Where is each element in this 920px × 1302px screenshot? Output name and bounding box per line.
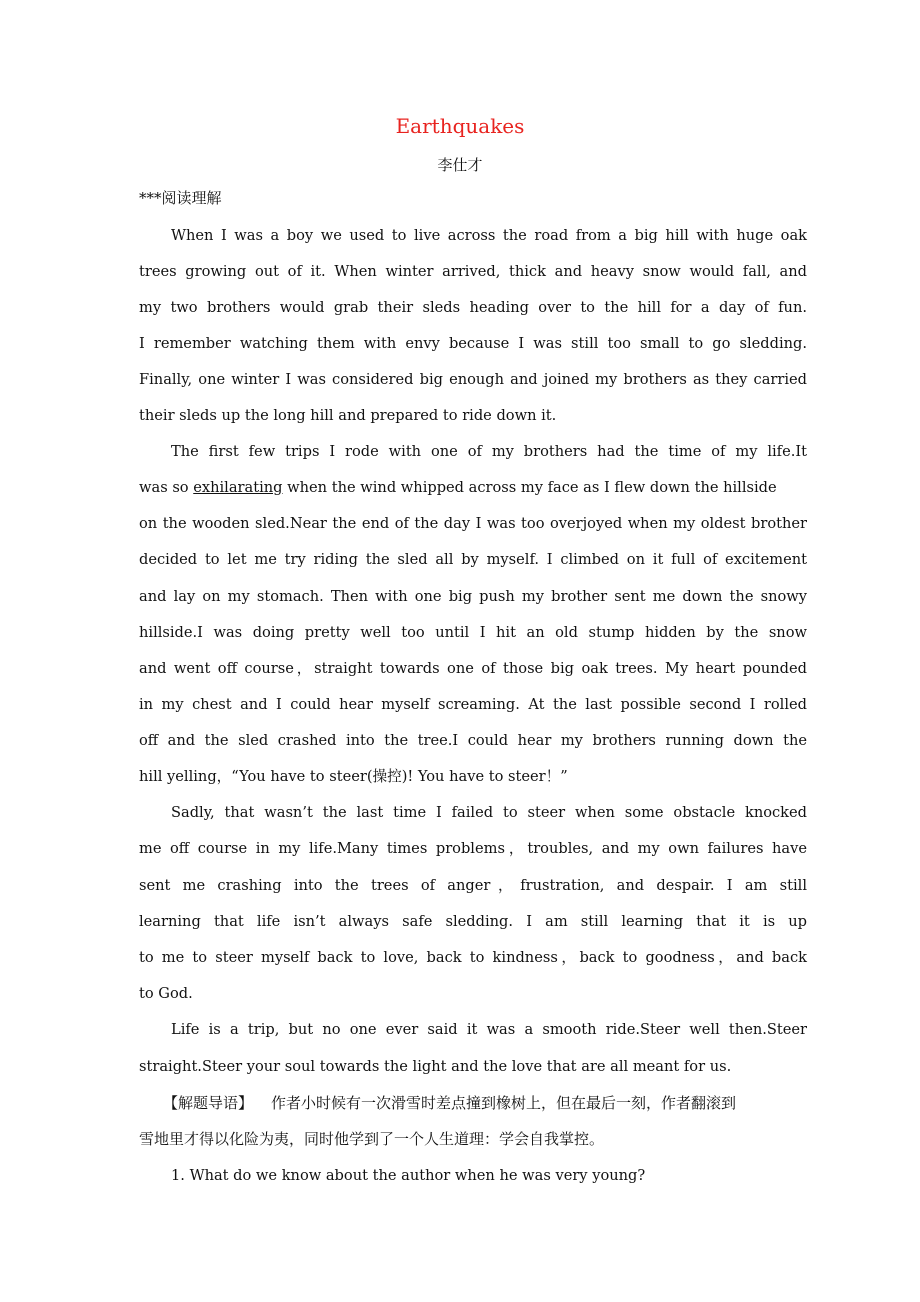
paragraph-line: and went off course，straight towards one of those big oak trees. My heart pounded xyxy=(139,660,807,677)
paragraph-line: trees growing out of it. When winter arrived, thick and heavy snow would fall, and xyxy=(139,263,807,280)
paragraph-line: to God. xyxy=(139,985,193,1002)
paragraph-line: and lay on my stomach. Then with one big push my brother sent me down the snowy xyxy=(139,588,807,605)
paragraph-line: their sleds up the long hill and prepared to ride down it. xyxy=(139,407,557,424)
text-span: when the wind whipped across my face as I flew down the hillside xyxy=(282,479,777,496)
underlined-word: exhilarating xyxy=(193,479,283,496)
paragraph-line: hillside.I was doing pretty well too until I hit an old stump hidden by the snow xyxy=(139,624,807,641)
paragraph-line: on the wooden sled.Near the end of the day I was too overjoyed when my oldest brother xyxy=(139,515,807,532)
paragraph-line: to me to steer myself back to love, back to kindness，back to goodness，and back xyxy=(139,949,807,966)
paragraph-line: sent me crashing into the trees of anger，frustration, and despair. I am still xyxy=(139,877,807,894)
guide-line xyxy=(163,1093,807,1113)
paragraph-line: hill yelling，“You have to steer(操控)! You have to steer！” xyxy=(139,768,568,785)
paragraph-line: off and the sled crashed into the tree.I could hear my brothers running down the xyxy=(139,732,807,749)
document-author: 李仕才 xyxy=(437,156,483,174)
text-span: was so xyxy=(139,479,194,496)
paragraph-line: my two brothers would grab their sleds heading over to the hill for a day of fun. xyxy=(139,299,807,316)
paragraph-line xyxy=(139,478,807,498)
paragraph-line: me off course in my life.Many times problems，troubles, and my own failures have xyxy=(139,840,807,857)
guide-label: 【解题导语】 xyxy=(163,1094,254,1112)
guide-line: 雪地里才得以化险为夷，同时他学到了一个人生道理：学会自我掌控。 xyxy=(139,1130,605,1148)
paragraph-line: straight.Steer your soul towards the light and the love that are all meant for us. xyxy=(139,1058,732,1075)
document-title: Earthquakes xyxy=(395,114,525,138)
paragraph-line: The first few trips I rode with one of my brothers had the time of my life.It xyxy=(171,443,807,460)
section-label: ***阅读理解 xyxy=(139,189,222,207)
paragraph-line: Finally, one winter I was considered big enough and joined my brothers as they carried xyxy=(139,371,807,388)
question-1: 1. What do we know about the author when he was very young? xyxy=(171,1167,646,1184)
paragraph-line: I remember watching them with envy because I was still too small to go sledding. xyxy=(139,335,807,352)
paragraph-line: decided to let me try riding the sled all by myself. I climbed on it full of excitement xyxy=(139,551,807,568)
paragraph-line: When I was a boy we used to live across the road from a big hill with huge oak xyxy=(171,227,807,244)
paragraph-line: Sadly, that wasn’t the last time I failed to steer when some obstacle knocked xyxy=(171,804,807,821)
guide-text: 作者小时候有一次滑雪时差点撞到橡树上，但在最后一刻，作者翻滚到 xyxy=(271,1094,737,1112)
paragraph-line: Life is a trip, but no one ever said it was a smooth ride.Steer well then.Steer xyxy=(171,1021,807,1038)
paragraph-line: learning that life isn’t always safe sledding. I am still learning that it is up xyxy=(139,913,807,930)
paragraph-line: in my chest and I could hear myself screaming. At the last possible second I rolled xyxy=(139,696,807,713)
